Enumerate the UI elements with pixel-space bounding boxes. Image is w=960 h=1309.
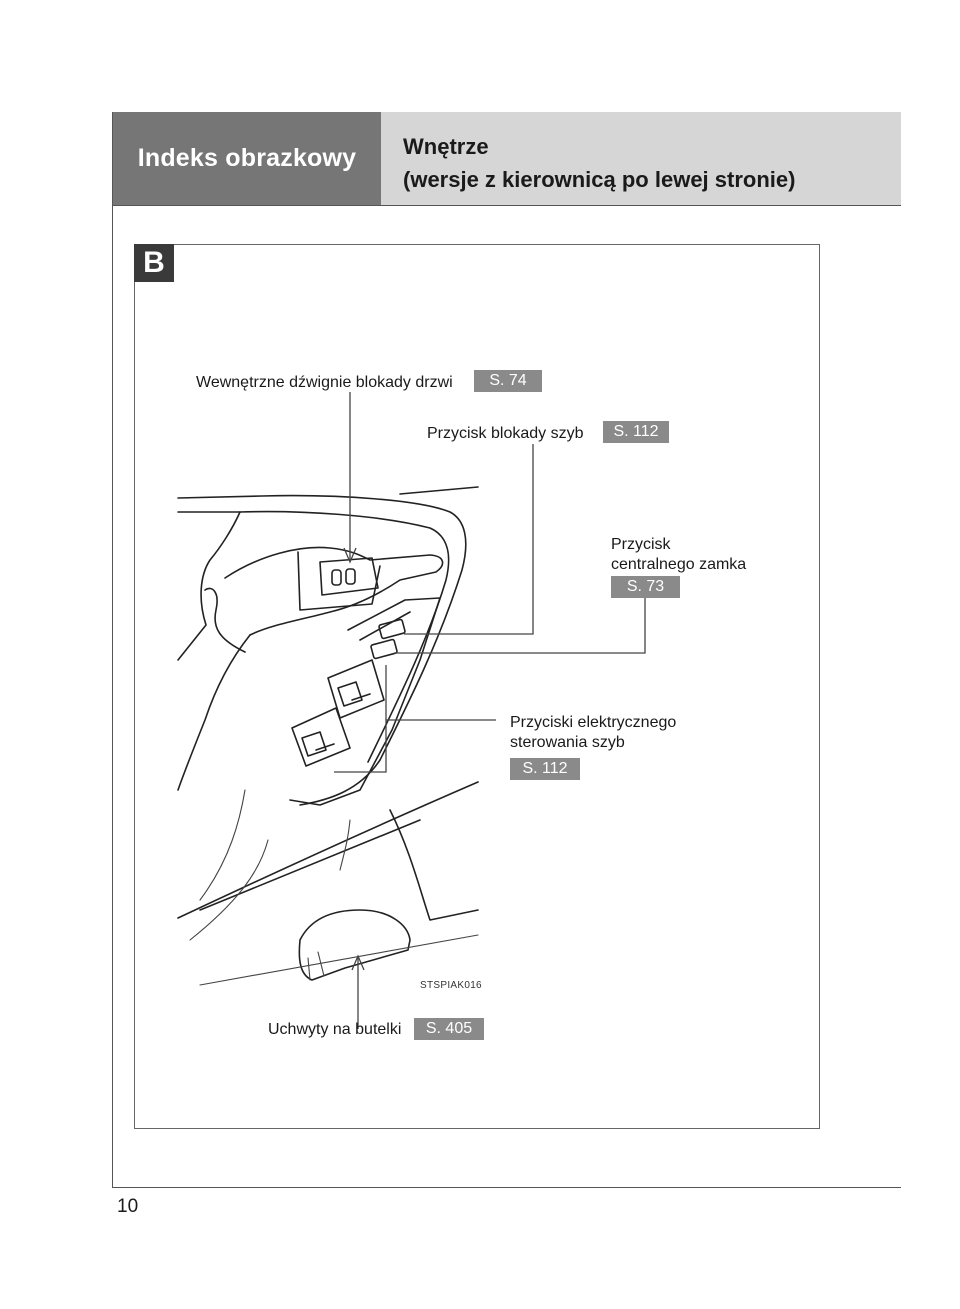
door-panel-drawing xyxy=(178,487,478,985)
figure-badge: B xyxy=(134,244,174,282)
page-heading: Wnętrze (wersje z kierownicą po lewej stronie) xyxy=(403,134,796,192)
callout-label-power-window-switches: Przyciski elektrycznego sterowania szyb xyxy=(510,714,677,751)
callout-ref-door-lock-levers: S. 74 xyxy=(474,370,542,392)
page-number: 10 xyxy=(117,1196,139,1217)
callout-ref-window-lock-switch: S. 112 xyxy=(603,421,669,443)
leader-lines xyxy=(334,392,645,1029)
callout-ref-power-window-switches: S. 112 xyxy=(510,758,580,780)
callout-ref-central-lock-switch: S. 73 xyxy=(611,576,680,598)
callout-label-window-lock-switch: Przycisk blokady szyb xyxy=(427,425,584,442)
callout-label-door-lock-levers: Wewnętrzne dźwignie blokady drzwi xyxy=(196,374,453,391)
callout-label-bottle-holders: Uchwyty na butelki xyxy=(268,1021,402,1038)
illustration-code: STSPIAK016 xyxy=(420,980,482,991)
section-title: Indeks obrazkowy xyxy=(137,144,357,172)
callout-label-central-lock-switch: Przycisk centralnego zamka xyxy=(611,536,747,573)
callout-ref-bottle-holders: S. 405 xyxy=(414,1018,484,1040)
